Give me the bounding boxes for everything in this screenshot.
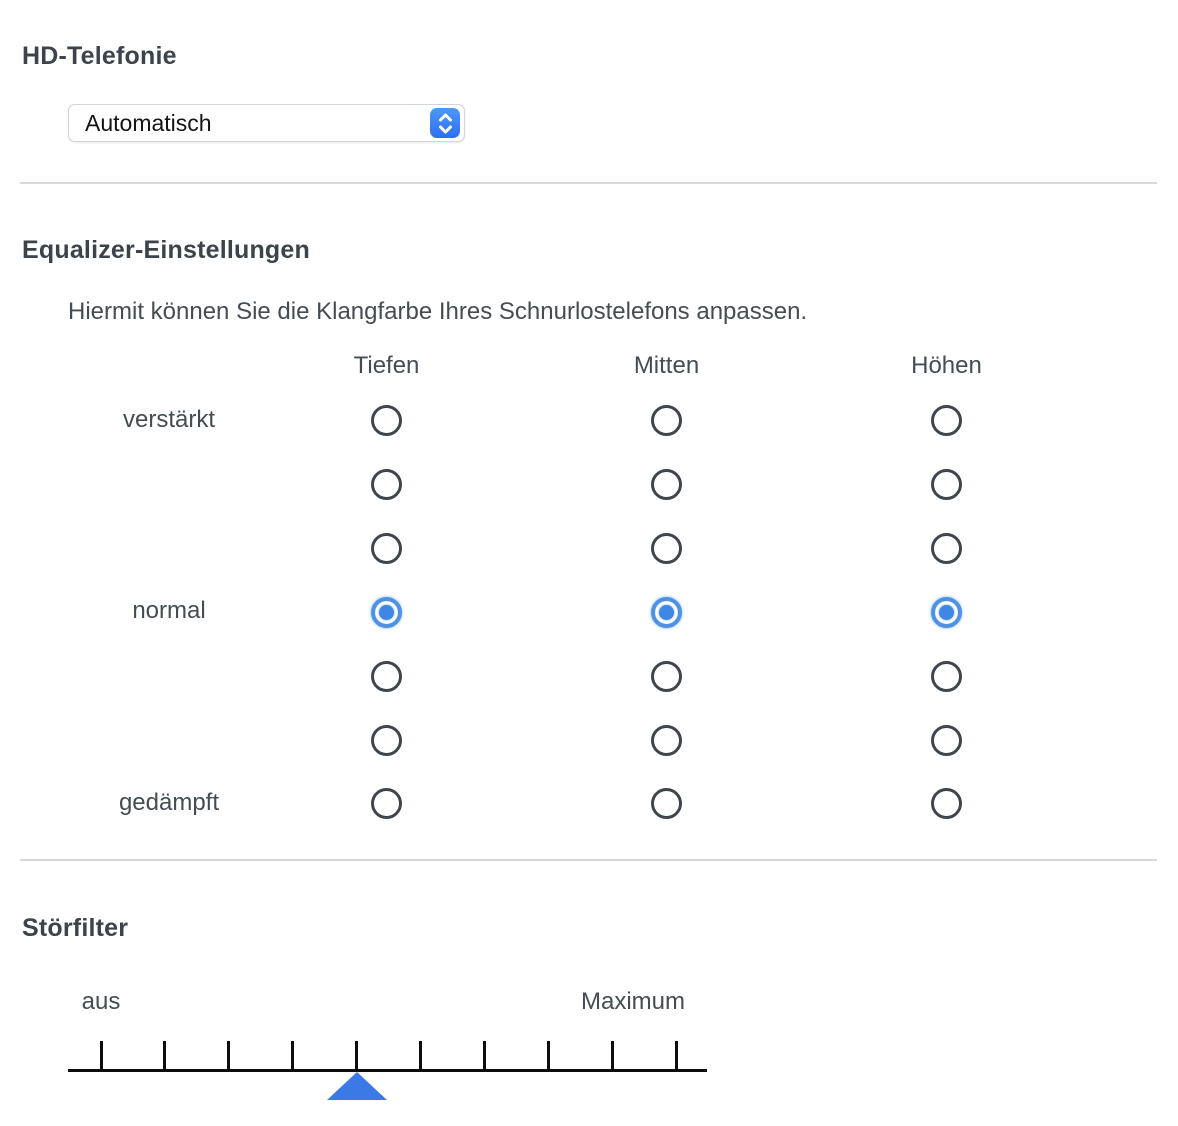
eq-radio-c2-r7[interactable] [651, 788, 682, 819]
hd-telefonie-heading: HD-Telefonie [22, 42, 177, 70]
stoerfilter-heading: Störfilter [22, 914, 129, 942]
eq-radio-c1-r7[interactable] [371, 788, 402, 819]
eq-column-header: Tiefen [353, 352, 420, 379]
eq-radio-c2-r4[interactable] [651, 597, 682, 628]
eq-row-label: normal [132, 597, 206, 625]
slider-tick[interactable] [611, 1041, 614, 1070]
eq-radio-c3-r5[interactable] [931, 661, 962, 692]
equalizer-heading: Equalizer-Einstellungen [22, 236, 310, 264]
eq-radio-c2-r5[interactable] [651, 661, 682, 692]
slider-tick[interactable] [483, 1041, 486, 1070]
eq-column-header: Höhen [911, 352, 982, 379]
eq-radio-c1-r6[interactable] [371, 725, 402, 756]
slider-tick[interactable] [100, 1041, 103, 1070]
slider-tick[interactable] [675, 1041, 678, 1070]
up-down-chevrons-icon [437, 112, 454, 135]
slider-tick[interactable] [227, 1041, 230, 1070]
eq-row-label: verstärkt [122, 405, 215, 433]
eq-radio-c2-r1[interactable] [651, 405, 682, 436]
eq-radio-c3-r1[interactable] [931, 405, 962, 436]
eq-row-label: gedämpft [118, 788, 220, 816]
hd-telefonie-select[interactable] [68, 104, 465, 142]
eq-column-header: Mitten [633, 352, 700, 379]
slider-tick[interactable] [163, 1041, 166, 1070]
section-divider [20, 182, 1157, 184]
eq-radio-c3-r4[interactable] [931, 597, 962, 628]
slider-min-label: aus [81, 988, 121, 1015]
equalizer-description: Hiermit können Sie die Klangfarbe Ihres Schnurlostelefons anpassen. [68, 298, 808, 325]
eq-radio-c1-r2[interactable] [371, 469, 402, 500]
eq-radio-c3-r3[interactable] [931, 533, 962, 564]
eq-radio-c1-r5[interactable] [371, 661, 402, 692]
eq-radio-c2-r2[interactable] [651, 469, 682, 500]
slider-tick[interactable] [355, 1041, 358, 1070]
slider-handle[interactable] [327, 1072, 387, 1100]
select-stepper-button[interactable] [430, 108, 460, 138]
eq-radio-c1-r4[interactable] [371, 597, 402, 628]
eq-radio-c3-r7[interactable] [931, 788, 962, 819]
eq-radio-c2-r3[interactable] [651, 533, 682, 564]
slider-tick[interactable] [291, 1041, 294, 1070]
eq-radio-c2-r6[interactable] [651, 725, 682, 756]
slider-tick[interactable] [547, 1041, 550, 1070]
section-divider [20, 859, 1157, 861]
slider-tick[interactable] [419, 1041, 422, 1070]
slider-max-label: Maximum [580, 988, 685, 1015]
eq-radio-c3-r6[interactable] [931, 725, 962, 756]
eq-radio-c1-r3[interactable] [371, 533, 402, 564]
eq-radio-c3-r2[interactable] [931, 469, 962, 500]
select-value-label: Automatisch [85, 109, 212, 136]
eq-radio-c1-r1[interactable] [371, 405, 402, 436]
